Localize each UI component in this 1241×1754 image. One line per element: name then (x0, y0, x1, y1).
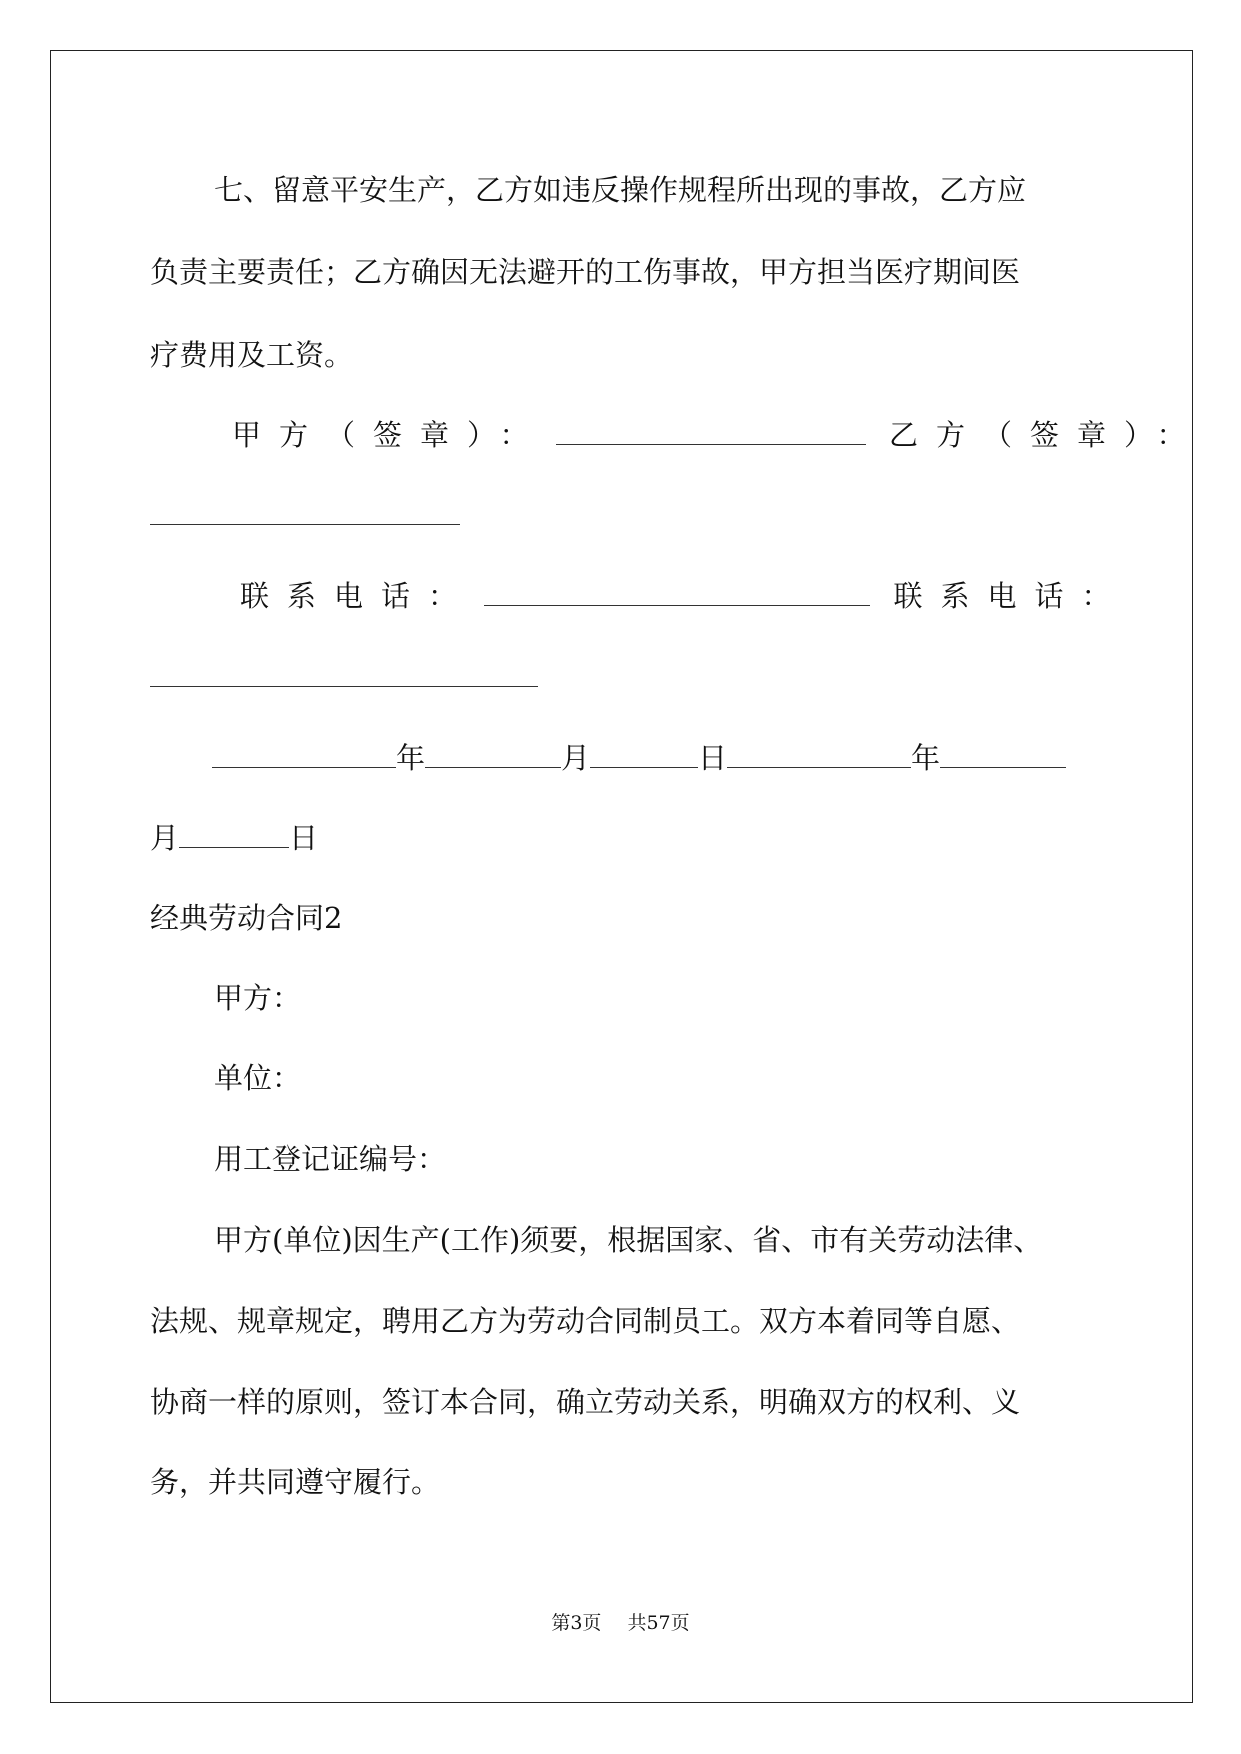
preamble-line-3: 协商一样的原则，签订本合同，确立劳动关系，明确双方的权利、义 (150, 1385, 1021, 1419)
signature-row (232, 415, 1203, 455)
page-border (50, 50, 1193, 1703)
party-b-signature-blank[interactable] (150, 498, 460, 525)
date-a-month-label: 月 (561, 741, 591, 775)
date-b-month-top-blank[interactable] (940, 741, 1066, 768)
phone-row (240, 576, 1128, 616)
date-a-month-blank[interactable] (425, 741, 561, 768)
date-a-day-blank[interactable] (590, 741, 698, 768)
party-b-signature-blank-row (150, 495, 460, 535)
date-b-month-label: 月 (150, 821, 180, 855)
page-footer (0, 1611, 1241, 1635)
unit-field: 单位： (214, 1061, 302, 1095)
party-a-phone-blank[interactable] (484, 579, 870, 606)
party-b-phone-blank-row (150, 657, 538, 697)
party-b-phone-blank[interactable] (150, 660, 538, 687)
preamble-line-4: 务，并共同遵守履行。 (150, 1465, 441, 1499)
page-number-current: 第3页 (551, 1612, 602, 1634)
party-b-signature-label: 乙方（签章）： (888, 418, 1204, 452)
clause-seven-line-1: 七、留意平安生产，乙方如违反操作规程所出现的事故，乙方应 (214, 173, 1027, 207)
date-row-continued (150, 818, 318, 858)
date-b-year-label: 年 (911, 741, 941, 775)
date-b-day-label: 日 (289, 821, 319, 855)
party-a-phone-label: 联系电话： (240, 579, 476, 613)
clause-seven-line-2: 负责主要责任；乙方确因无法避开的工伤事故，甲方担当医疗期间医 (150, 255, 1021, 289)
preamble-line-1: 甲方(单位)因生产(工作)须要，根据国家、省、市有关劳动法律、 (214, 1223, 1043, 1257)
date-a-day-label: 日 (698, 741, 728, 775)
party-a-signature-label: 甲方（签章）： (232, 418, 547, 452)
date-a-year-label: 年 (396, 741, 426, 775)
clause-seven-line-3: 疗费用及工资。 (150, 338, 354, 372)
registration-number-field: 用工登记证编号： (214, 1142, 447, 1176)
party-a-signature-blank[interactable] (556, 418, 866, 445)
date-row (212, 738, 1066, 778)
section-title: 经典劳动合同2 (150, 901, 343, 935)
page-number-total: 共57页 (627, 1612, 690, 1634)
date-a-year-blank[interactable] (212, 741, 396, 768)
party-b-phone-label: 联系电话： (893, 579, 1129, 613)
date-b-day-blank[interactable] (179, 821, 289, 848)
party-a-field: 甲方： (214, 981, 302, 1015)
preamble-line-2: 法规、规章规定，聘用乙方为劳动合同制员工。双方本着同等自愿、 (150, 1304, 1021, 1338)
date-b-year-blank[interactable] (727, 741, 911, 768)
